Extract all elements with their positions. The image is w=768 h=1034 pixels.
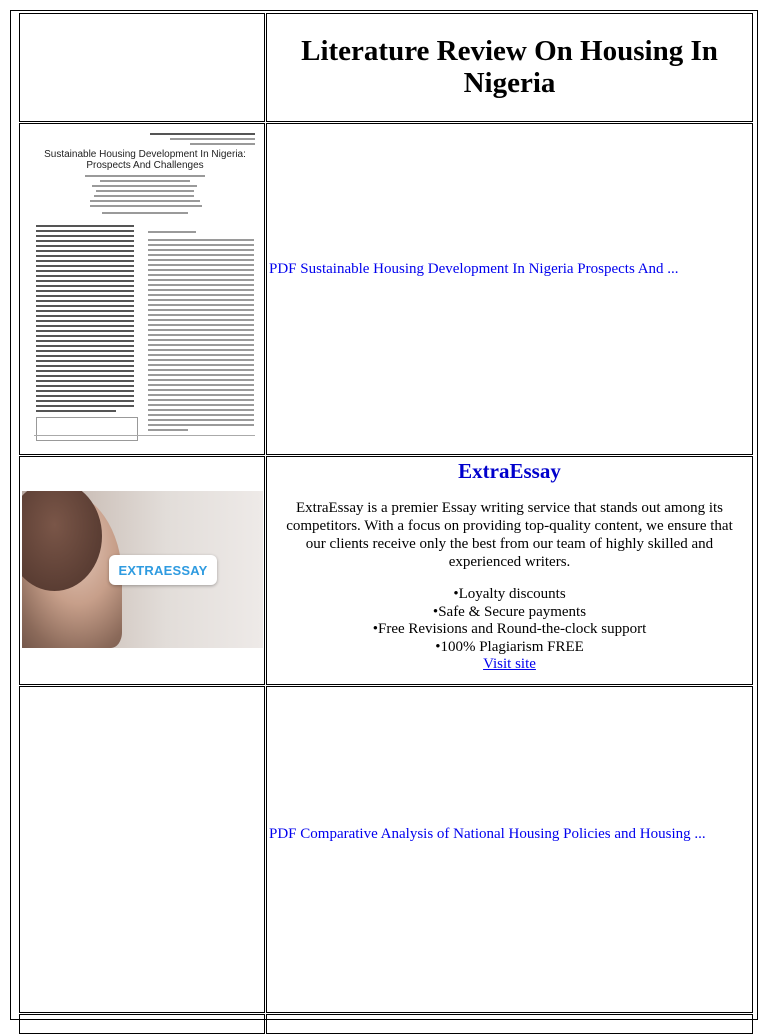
row3-left-cell bbox=[19, 686, 265, 1013]
row3-link-cell bbox=[266, 686, 753, 1013]
next-row-left-cell bbox=[19, 1014, 265, 1034]
paper-thumbnail-image[interactable] bbox=[30, 127, 260, 442]
ad-description: ExtraEssay is a premier Essay writing service that stands out among its competitors. With a focus on providing top-quality content, we ensure that our clients receive only the best from our team of highly skilled and experienced writers. bbox=[286, 500, 733, 570]
ad-text-cell bbox=[266, 456, 753, 685]
extraessay-logo: EXTRAESSAY bbox=[109, 555, 217, 585]
feature-item: • 100% Plagiarism FREE bbox=[267, 639, 752, 657]
header-left-cell bbox=[19, 13, 265, 122]
ad-brand-title: ExtraEssay bbox=[458, 459, 561, 483]
header-right-cell bbox=[266, 13, 753, 122]
paper-title: Sustainable Housing Development In Nigeria: Prospects And Challenges bbox=[44, 149, 246, 171]
page-title: Literature Review On Housing In Nigeria bbox=[301, 35, 718, 99]
feature-item: • Free Revisions and Round-the-clock support bbox=[267, 621, 752, 639]
visit-site-link[interactable]: Visit site bbox=[483, 656, 536, 672]
feature-item: • Safe & Secure payments bbox=[267, 604, 752, 622]
feature-item: • Loyalty discounts bbox=[267, 586, 752, 604]
next-row-right-cell bbox=[266, 1014, 753, 1034]
sustainable-housing-pdf-link[interactable]: PDF Sustainable Housing Development In Nigeria Prospects And ... bbox=[269, 261, 679, 277]
comparative-housing-policies-pdf-link[interactable]: PDF Comparative Analysis of National Housing Policies and Housing ... bbox=[269, 826, 706, 842]
row1-link-cell bbox=[266, 123, 753, 455]
ad-banner-image[interactable] bbox=[22, 491, 263, 648]
ad-feature-list bbox=[267, 586, 752, 656]
